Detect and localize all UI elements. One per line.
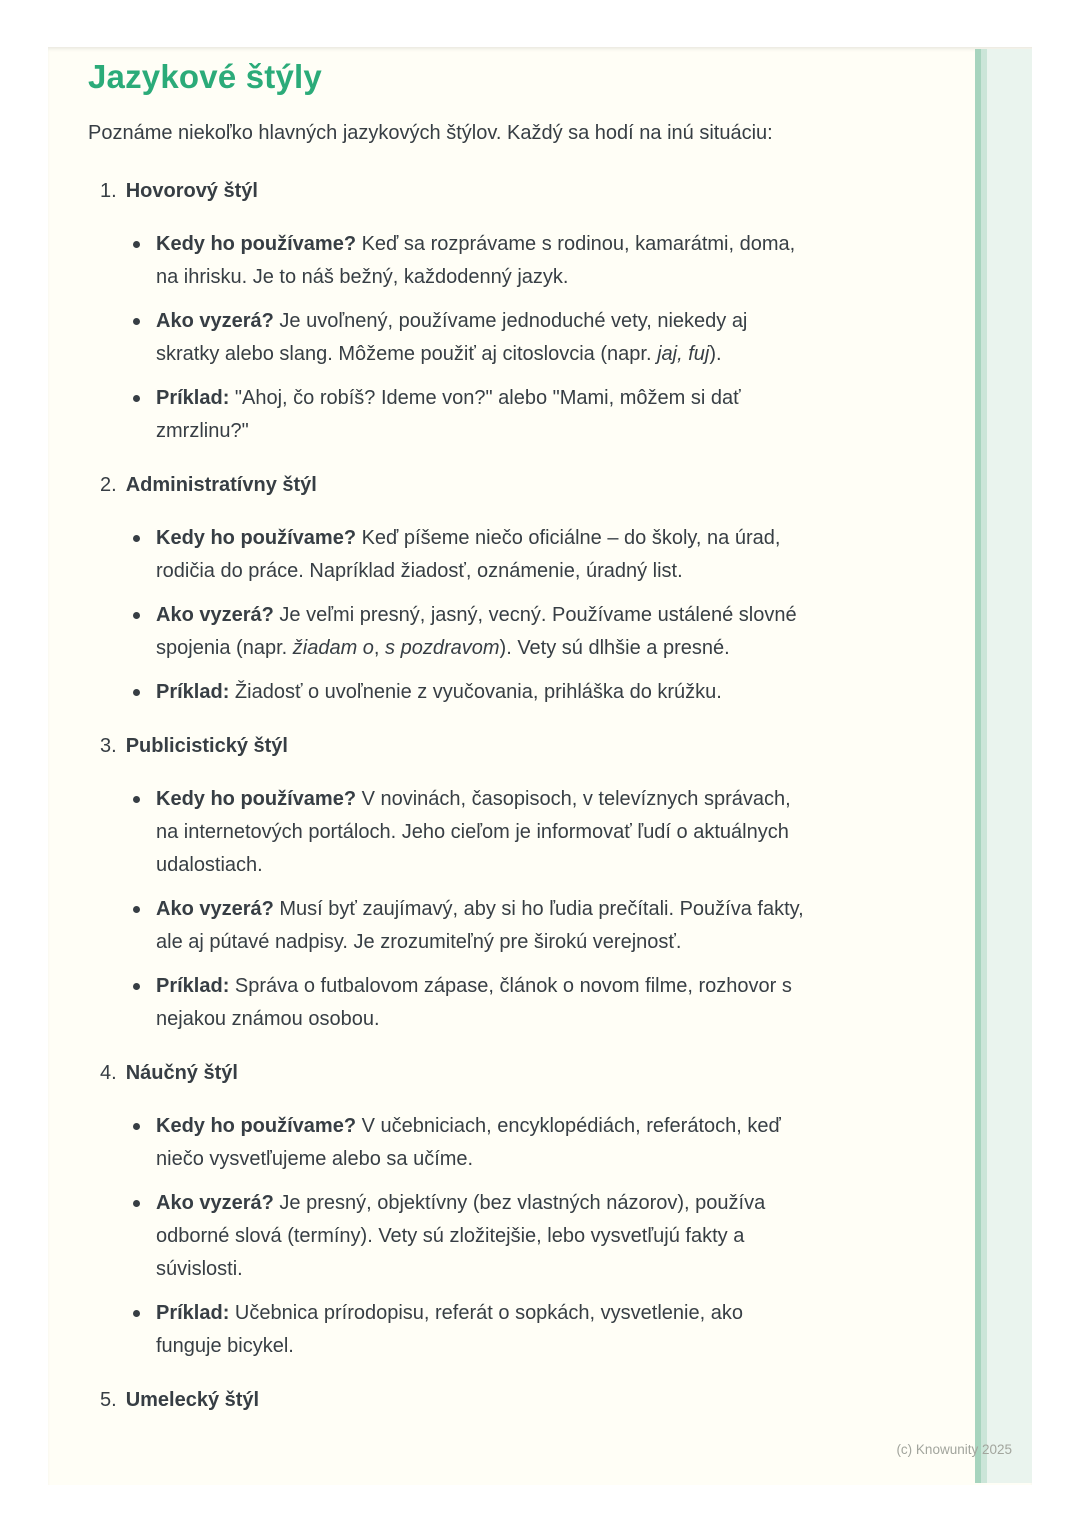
text-run: Správa o futbalovom zápase, článok o novom filme, rozhovor s nejakou známou osobou. bbox=[156, 975, 792, 1030]
section-heading-row bbox=[100, 175, 928, 208]
text-run: žiadam o bbox=[292, 637, 374, 659]
text-run: Je veľmi presný, jasný, vecný. Používame ustálené slovné spojenia (napr. bbox=[156, 604, 797, 659]
section-number: 3. bbox=[100, 735, 117, 757]
section-number: 2. bbox=[100, 474, 117, 496]
bullet-list bbox=[100, 1110, 928, 1363]
intro-paragraph: Poznáme niekoľko hlavných jazykových štýlov. Každý sa hodí na inú situáciu: bbox=[88, 122, 773, 144]
bullet-item bbox=[100, 228, 804, 294]
text-run: Žiadosť o uvoľnenie z vyučovania, prihláška do krúžku. bbox=[229, 681, 722, 703]
text-run: V učebniciach, encyklopédiách, referátoch, keď niečo vysvetľujeme alebo sa učíme. bbox=[156, 1115, 781, 1170]
section-heading-row bbox=[100, 469, 928, 502]
bullet-item bbox=[100, 1110, 804, 1176]
copyright-note: (c) Knowunity 2025 bbox=[896, 1442, 1012, 1457]
bullet-item bbox=[100, 1187, 804, 1286]
text-run: ). Vety sú dlhšie a presné. bbox=[499, 637, 730, 659]
text-run: Ako vyzerá? bbox=[156, 604, 274, 626]
text-run: Príklad: bbox=[156, 975, 230, 997]
bullet-list bbox=[100, 522, 928, 709]
document-page bbox=[48, 47, 1032, 1485]
text-run: Učebnica prírodopisu, referát o sopkách, vysvetlenie, ako funguje bicykel. bbox=[156, 1302, 743, 1357]
section-heading-row bbox=[100, 1057, 928, 1090]
bullet-item bbox=[100, 305, 804, 371]
section-number: 1. bbox=[100, 180, 117, 202]
text-run: Ako vyzerá? bbox=[156, 1192, 274, 1214]
text-run: Ako vyzerá? bbox=[156, 898, 274, 920]
text-run: Keď píšeme niečo oficiálne – do školy, na úrad, rodičia do práce. Napríklad žiadosť, oznámenie, úradný list. bbox=[156, 527, 781, 582]
language-style-list bbox=[88, 175, 928, 1417]
text-run: jaj, fuj bbox=[657, 343, 710, 365]
section-heading: Hovorový štýl bbox=[125, 180, 258, 202]
style-section bbox=[88, 1057, 928, 1363]
text-run: Príklad: bbox=[156, 387, 230, 409]
text-run: Kedy ho používame? bbox=[156, 788, 357, 810]
style-section bbox=[88, 469, 928, 709]
bullet-item bbox=[100, 382, 804, 448]
text-run: Kedy ho používame? bbox=[156, 233, 357, 255]
text-run: Je presný, objektívny (bez vlastných názorov), používa odborné slová (termíny). Vety sú zložitejšie, lebo vysvetľujú fakty a súvislosti. bbox=[156, 1192, 766, 1280]
bullet-item bbox=[100, 970, 804, 1036]
text-run: , bbox=[373, 637, 386, 659]
style-section bbox=[88, 175, 928, 448]
style-section bbox=[88, 730, 928, 1036]
section-heading: Publicistický štýl bbox=[125, 735, 288, 757]
bullet-item bbox=[100, 676, 804, 709]
section-heading-row bbox=[100, 730, 928, 763]
document-content bbox=[88, 56, 928, 1417]
section-heading: Umelecký štýl bbox=[125, 1389, 260, 1411]
page-title: Jazykové štýly bbox=[88, 58, 322, 95]
text-run: Keď sa rozprávame s rodinou, kamarátmi, doma, na ihrisku. Je to náš bežný, každodenný jazyk. bbox=[156, 233, 796, 288]
text-run: s pozdravom bbox=[385, 637, 500, 659]
style-section bbox=[88, 1384, 928, 1417]
text-run: Ako vyzerá? bbox=[156, 310, 274, 332]
bullet-list bbox=[100, 783, 928, 1036]
decorative-side-band bbox=[975, 49, 1032, 1483]
bullet-item bbox=[100, 522, 804, 588]
text-run: ). bbox=[709, 343, 722, 365]
bullet-item bbox=[100, 783, 804, 882]
bullet-item bbox=[100, 1297, 804, 1363]
text-run: Príklad: bbox=[156, 681, 230, 703]
text-run: Kedy ho používame? bbox=[156, 527, 357, 549]
section-heading: Náučný štýl bbox=[125, 1062, 238, 1084]
text-run: "Ahoj, čo robíš? Ideme von?" alebo "Mami, môžem si dať zmrzlinu?" bbox=[156, 387, 741, 442]
text-run: Musí byť zaujímavý, aby si ho ľudia prečítali. Používa fakty, ale aj pútavé nadpisy. Je zrozumiteľný pre širokú verejnosť. bbox=[156, 898, 804, 953]
bullet-item bbox=[100, 893, 804, 959]
text-run: V novinách, časopisoch, v televíznych správach, na internetových portáloch. Jeho cieľom je informovať ľudí o aktuálnych udalostiach. bbox=[156, 788, 791, 876]
section-number: 4. bbox=[100, 1062, 117, 1084]
bullet-list bbox=[100, 228, 928, 448]
text-run: Kedy ho používame? bbox=[156, 1115, 357, 1137]
text-run: Je uvoľnený, používame jednoduché vety, niekedy aj skratky alebo slang. Môžeme použiť aj citoslovcia (napr. bbox=[156, 310, 748, 365]
section-number: 5. bbox=[100, 1389, 117, 1411]
bullet-item bbox=[100, 599, 804, 665]
section-heading-row bbox=[100, 1384, 928, 1417]
section-heading: Administratívny štýl bbox=[125, 474, 317, 496]
text-run: Príklad: bbox=[156, 1302, 230, 1324]
